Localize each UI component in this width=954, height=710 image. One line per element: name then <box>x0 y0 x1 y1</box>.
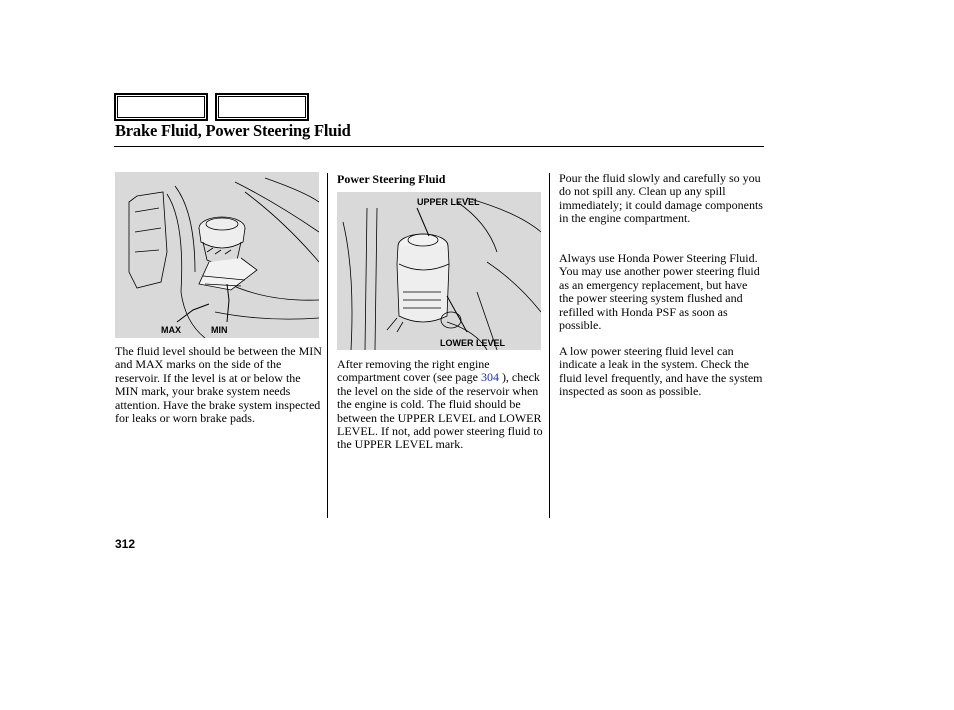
callout-lower-level: LOWER LEVEL <box>440 338 505 348</box>
brake-fluid-reservoir-illustration <box>115 172 319 338</box>
nav-button-next[interactable] <box>215 93 309 121</box>
leak-warning-paragraph: A low power steering fluid level can indicate a leak in the system. Check the fluid level frequently, and have the system inspected as soon as possible. <box>559 344 763 399</box>
nav-button-prev[interactable] <box>114 93 208 121</box>
column-divider-1 <box>327 173 328 518</box>
power-steering-heading: Power Steering Fluid <box>337 172 446 186</box>
power-steering-reservoir-illustration <box>337 192 541 350</box>
pour-fluid-paragraph: Pour the fluid slowly and carefully so you do not spill any. Clean up any spill immediately; it could damage components in the engine compartment. <box>559 171 763 226</box>
title-divider <box>114 146 764 147</box>
brake-fluid-paragraph: The fluid level should be between the MIN and MAX marks on the side of the reservoir. If the level is at or below the MIN mark, your brake system needs attention. Have the brake system inspected for leaks or worn brake pads. <box>115 344 322 426</box>
column-divider-2 <box>549 173 550 518</box>
check-text-before-link: After removing the right engine compartment cover (see page <box>337 357 490 385</box>
callout-min: MIN <box>211 325 228 335</box>
check-text-after-link: ), check the level on the side of the reservoir when the engine is cold. The fluid should be between the UPPER LEVEL and LOWER LEVEL. If not, add power steering fluid to the UPPER LEVEL mark. <box>337 370 543 452</box>
page-link-304[interactable]: 304 <box>480 370 499 385</box>
callout-upper-level: UPPER LEVEL <box>417 197 480 207</box>
page-title: Brake Fluid, Power Steering Fluid <box>115 121 351 140</box>
page-number: 312 <box>115 537 136 551</box>
callout-max: MAX <box>161 325 181 335</box>
power-steering-check-paragraph <box>337 358 547 452</box>
honda-psf-paragraph: Always use Honda Power Steering Fluid. You may use another power steering fluid as an emergency replacement, but have the power steering system flushed and refilled with Honda PSF as soon as possible. <box>559 251 760 333</box>
